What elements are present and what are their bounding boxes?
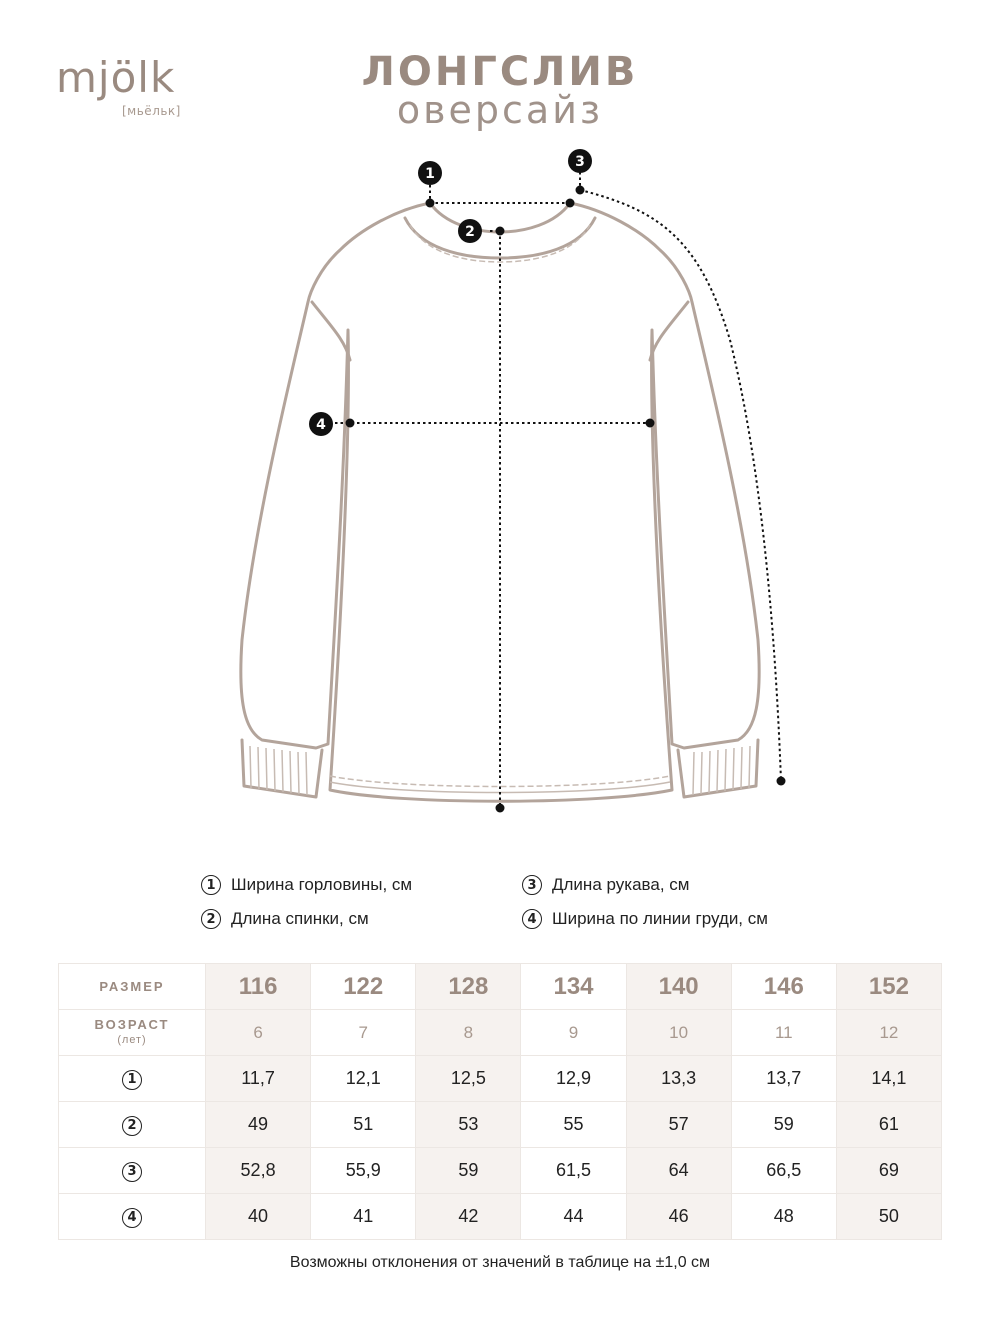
value-cell: 42 (416, 1194, 521, 1240)
legend-item-chest-width (522, 909, 768, 929)
legend-item-neck-width (201, 875, 412, 895)
value-cell: 13,3 (626, 1056, 731, 1102)
value-cell: 12,1 (311, 1056, 416, 1102)
table-row-sizes (59, 964, 942, 1010)
value-cell: 12,5 (416, 1056, 521, 1102)
value-cell: 66,5 (731, 1148, 836, 1194)
left-sleeve-seam (312, 302, 350, 360)
legend-item-sleeve-length (522, 875, 689, 895)
value-cell: 55 (521, 1102, 626, 1148)
value-cell: 69 (836, 1148, 941, 1194)
svg-text:4: 4 (316, 417, 326, 433)
value-cell: 61,5 (521, 1148, 626, 1194)
size-cell: 134 (521, 964, 626, 1010)
size-cell: 152 (836, 964, 941, 1010)
age-cell: 7 (311, 1010, 416, 1056)
garment-diagram (0, 140, 1000, 830)
value-cell: 44 (521, 1194, 626, 1240)
legend-number: 1 (201, 875, 221, 895)
table-row-measurement-4 (59, 1194, 942, 1240)
age-cell: 11 (731, 1010, 836, 1056)
value-cell: 41 (311, 1194, 416, 1240)
legend-number: 2 (201, 909, 221, 929)
value-cell: 64 (626, 1148, 731, 1194)
legend-number: 3 (522, 875, 542, 895)
size-cell: 122 (311, 964, 416, 1010)
svg-text:3: 3 (575, 154, 585, 170)
size-header: РАЗМЕР (59, 964, 206, 1010)
legend-label: Длина рукава, см (552, 875, 690, 894)
legend-label: Ширина по линии груди, см (552, 909, 768, 928)
size-cell: 140 (626, 964, 731, 1010)
marker-1 (418, 161, 442, 185)
value-cell: 59 (416, 1148, 521, 1194)
value-cell: 59 (731, 1102, 836, 1148)
value-cell: 52,8 (206, 1148, 311, 1194)
size-cell: 116 (206, 964, 311, 1010)
page-title: ЛОНГСЛИВ (361, 49, 639, 95)
age-label: ВОЗРАСТ (94, 1017, 170, 1032)
row-number: 4 (122, 1208, 142, 1228)
value-cell: 11,7 (206, 1056, 311, 1102)
table-row-ages (59, 1010, 942, 1056)
measurement-legend (0, 870, 1000, 940)
row-number-cell (59, 1056, 206, 1102)
age-unit: (лет) (117, 1034, 147, 1046)
age-cell: 9 (521, 1010, 626, 1056)
row-number: 2 (122, 1116, 142, 1136)
value-cell: 51 (311, 1102, 416, 1148)
table-row-measurement-2 (59, 1102, 942, 1148)
footnote: Возможны отклонения от значений в таблице на ±1,0 см (289, 1254, 711, 1271)
age-cell: 10 (626, 1010, 731, 1056)
brand-name: mjölk (56, 53, 176, 102)
value-cell: 40 (206, 1194, 311, 1240)
row-number-cell (59, 1148, 206, 1194)
row-number-cell (59, 1194, 206, 1240)
value-cell: 46 (626, 1194, 731, 1240)
row-number-cell (59, 1102, 206, 1148)
table-row-measurement-1 (59, 1056, 942, 1102)
age-cell: 12 (836, 1010, 941, 1056)
value-cell: 12,9 (521, 1056, 626, 1102)
table-row-measurement-3 (59, 1148, 942, 1194)
size-table (58, 963, 942, 1240)
brand-subtitle: [мьёльк] (122, 104, 181, 118)
size-cell: 146 (731, 964, 836, 1010)
marker-2 (458, 219, 482, 243)
legend-item-back-length (201, 909, 369, 929)
age-cell: 8 (416, 1010, 521, 1056)
value-cell: 48 (731, 1194, 836, 1240)
value-cell: 50 (836, 1194, 941, 1240)
value-cell: 57 (626, 1102, 731, 1148)
size-cell: 128 (416, 964, 521, 1010)
age-cell: 6 (206, 1010, 311, 1056)
row-number: 1 (122, 1070, 142, 1090)
legend-number: 4 (522, 909, 542, 929)
legend-label: Длина спинки, см (231, 909, 369, 928)
value-cell: 53 (416, 1102, 521, 1148)
value-cell: 49 (206, 1102, 311, 1148)
value-cell: 14,1 (836, 1056, 941, 1102)
value-cell: 55,9 (311, 1148, 416, 1194)
page-subtitle: оверсайз (396, 88, 604, 132)
value-cell: 13,7 (731, 1056, 836, 1102)
svg-text:2: 2 (465, 224, 475, 240)
row-number: 3 (122, 1162, 142, 1182)
marker-3 (568, 149, 592, 173)
marker-4 (309, 412, 333, 436)
legend-label: Ширина горловины, см (231, 875, 413, 894)
age-header (59, 1010, 206, 1056)
svg-text:1: 1 (425, 166, 435, 182)
right-sleeve-seam (650, 302, 688, 360)
value-cell: 61 (836, 1102, 941, 1148)
